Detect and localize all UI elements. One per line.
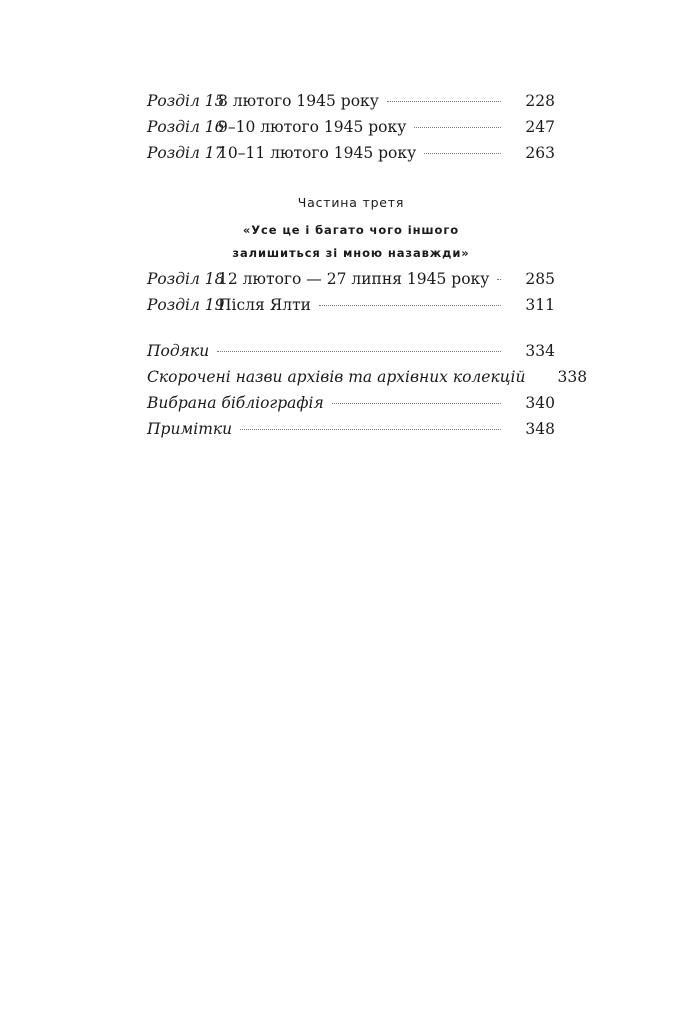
chapter-title: 9–10 лютого 1945 року	[218, 118, 407, 136]
page-number: 338	[557, 368, 588, 386]
toc-entry-chapter-18	[147, 266, 555, 292]
dot-leader	[240, 429, 501, 430]
part-spacer	[147, 212, 555, 219]
back-matter-label: Подяки	[147, 342, 210, 360]
page-number: 340	[525, 394, 555, 412]
toc-entry-chapter-19	[147, 292, 555, 318]
chapter-label: Розділ 16	[147, 118, 225, 136]
page-number: 334	[525, 342, 555, 360]
page-number: 311	[525, 296, 555, 314]
toc-entry-chapter-17	[147, 140, 555, 166]
page-number: 247	[525, 118, 555, 136]
dot-leader	[217, 351, 501, 352]
back-matter-label: Скорочені назви архівів та архівних колекцій	[147, 368, 526, 386]
part-three-header	[147, 194, 555, 265]
chapter-label: Розділ 15	[147, 92, 225, 110]
toc-back-matter	[147, 338, 588, 442]
dot-leader	[332, 403, 502, 404]
dot-leader	[497, 279, 501, 280]
dot-leader	[424, 153, 501, 154]
chapter-label: Розділ 18	[147, 270, 225, 288]
chapter-title: 10–11 лютого 1945 року	[218, 144, 417, 162]
toc-entry-chapter-16	[147, 114, 555, 140]
chapter-label: Розділ 19	[147, 296, 225, 314]
dot-leader	[319, 305, 501, 306]
toc-entry-abbreviations	[147, 364, 588, 390]
page-number: 285	[525, 270, 555, 288]
chapter-title: 8 лютого 1945 року	[218, 92, 379, 110]
toc-entry-bibliography	[147, 390, 555, 416]
chapter-label: Розділ 17	[147, 144, 225, 162]
dot-leader	[414, 127, 501, 128]
chapter-title: Після Ялти	[218, 296, 311, 314]
page-number: 228	[525, 92, 555, 110]
part-subtitle-line-2: залишиться зі мною назавжди»	[232, 246, 470, 260]
part-subtitle-line-1: «Усе це і багато чого іншого	[242, 223, 460, 237]
part-title: Частина третя	[297, 195, 405, 210]
toc-part3-chapters	[147, 266, 555, 318]
toc-entry-acknowledgements	[147, 338, 555, 364]
toc-entry-chapter-15	[147, 88, 555, 114]
page-number: 348	[525, 420, 555, 438]
back-matter-label: Вибрана бібліографія	[147, 394, 324, 412]
chapter-title: 12 лютого — 27 липня 1945 року	[218, 270, 490, 288]
toc-entry-notes	[147, 416, 555, 442]
page-number: 263	[525, 144, 555, 162]
toc-part2-chapters	[147, 88, 555, 166]
back-matter-label: Примітки	[147, 420, 233, 438]
dot-leader	[387, 101, 502, 102]
